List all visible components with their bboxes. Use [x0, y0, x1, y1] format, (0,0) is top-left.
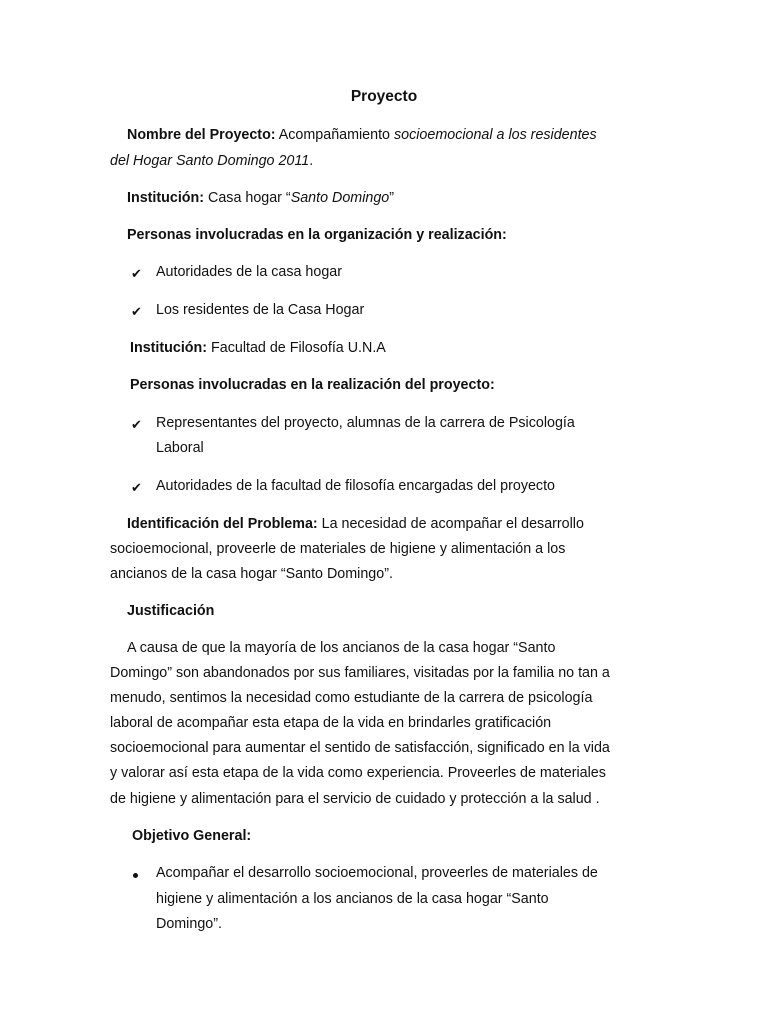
list-item: Autoridades de la facultad de filosofía encargadas del proyecto: [156, 478, 555, 494]
project-name-label: Nombre del Proyecto:: [127, 127, 276, 143]
problem-line2: socioemocional, proveerle de materiales de higiene y alimentación a los: [110, 541, 566, 557]
justification-line: A causa de que la mayoría de los ancianos de la casa hogar “Santo: [127, 640, 556, 656]
list-item-line2: Laboral: [156, 440, 204, 456]
project-name-line1: [127, 123, 597, 148]
institution-line: [127, 186, 394, 211]
justification-line: socioemocional para aumentar el sentido de satisfacción, significado en la vida: [110, 740, 610, 756]
institution-italic: Santo Domingo: [290, 190, 390, 206]
problem-line1: [127, 512, 584, 537]
involved-heading-1-text: Personas involucradas en la organización y realización:: [127, 227, 507, 243]
problem-text-1: La necesidad de acompañar el desarrollo: [321, 516, 584, 532]
involved-heading-2-text: Personas involucradas en la realización del proyecto:: [130, 377, 495, 393]
checkmark-icon: ✔: [131, 480, 142, 495]
problem-label: Identificación del Problema:: [127, 516, 318, 532]
justification-heading-text: Justificación: [127, 603, 215, 619]
justification-line: menudo, sentimos la necesidad como estudiante de la carrera de psicología: [110, 690, 593, 706]
objective-line: higiene y alimentación a los ancianos de la casa hogar “Santo: [156, 891, 549, 907]
institution-value: Casa hogar: [208, 190, 286, 206]
project-name-italic-cont: del Hogar Santo Domingo 2011: [110, 153, 310, 169]
document-title: Proyecto: [350, 88, 418, 105]
problem-line3: ancianos de la casa hogar “Santo Domingo”.: [110, 566, 393, 582]
justification-line: de higiene y alimentación para el servicio de cuidado y protección a la salud .: [110, 791, 600, 807]
bullet-icon: [133, 873, 138, 878]
quote-close: ”: [389, 190, 395, 206]
checkmark-icon: ✔: [131, 266, 142, 281]
justification-line: laboral de acompañar esta etapa de la vida en brindarles gratificación: [110, 715, 552, 731]
justification-line: y valorar así esta etapa de la vida como experiencia. Proveerles de materiales: [110, 765, 606, 781]
justification-heading: [127, 599, 214, 624]
involved-heading-2: [130, 373, 495, 398]
checkmark-icon: ✔: [131, 304, 142, 319]
institution-label: Institución:: [127, 190, 205, 206]
institution-value-2: Facultad de Filosofía U.N.A: [211, 340, 386, 356]
objective-heading-text: Objetivo General:: [132, 828, 252, 844]
institution-line-2: [130, 336, 386, 361]
project-name-period: .: [309, 153, 314, 169]
quote-open: “: [285, 190, 291, 206]
institution-label-2: Institución:: [130, 340, 208, 356]
list-item-line1: Representantes del proyecto, alumnas de la carrera de Psicología: [156, 415, 575, 431]
objective-line: Domingo”.: [156, 916, 222, 932]
checkmark-icon: ✔: [131, 417, 142, 432]
involved-heading-1: [127, 223, 507, 248]
objective-line: Acompañar el desarrollo socioemocional, proveerles de materiales de: [156, 865, 598, 881]
objective-heading: [132, 824, 251, 849]
project-name-italic: socioemocional a los residentes: [394, 127, 597, 143]
list-item: Los residentes de la Casa Hogar: [156, 302, 365, 318]
list-item: Autoridades de la casa hogar: [156, 264, 342, 280]
justification-line: Domingo” son abandonados por sus familiares, visitadas por la familia no tan a: [110, 665, 610, 681]
project-name-text: Acompañamiento: [278, 127, 391, 143]
project-name-line2: [110, 149, 313, 174]
